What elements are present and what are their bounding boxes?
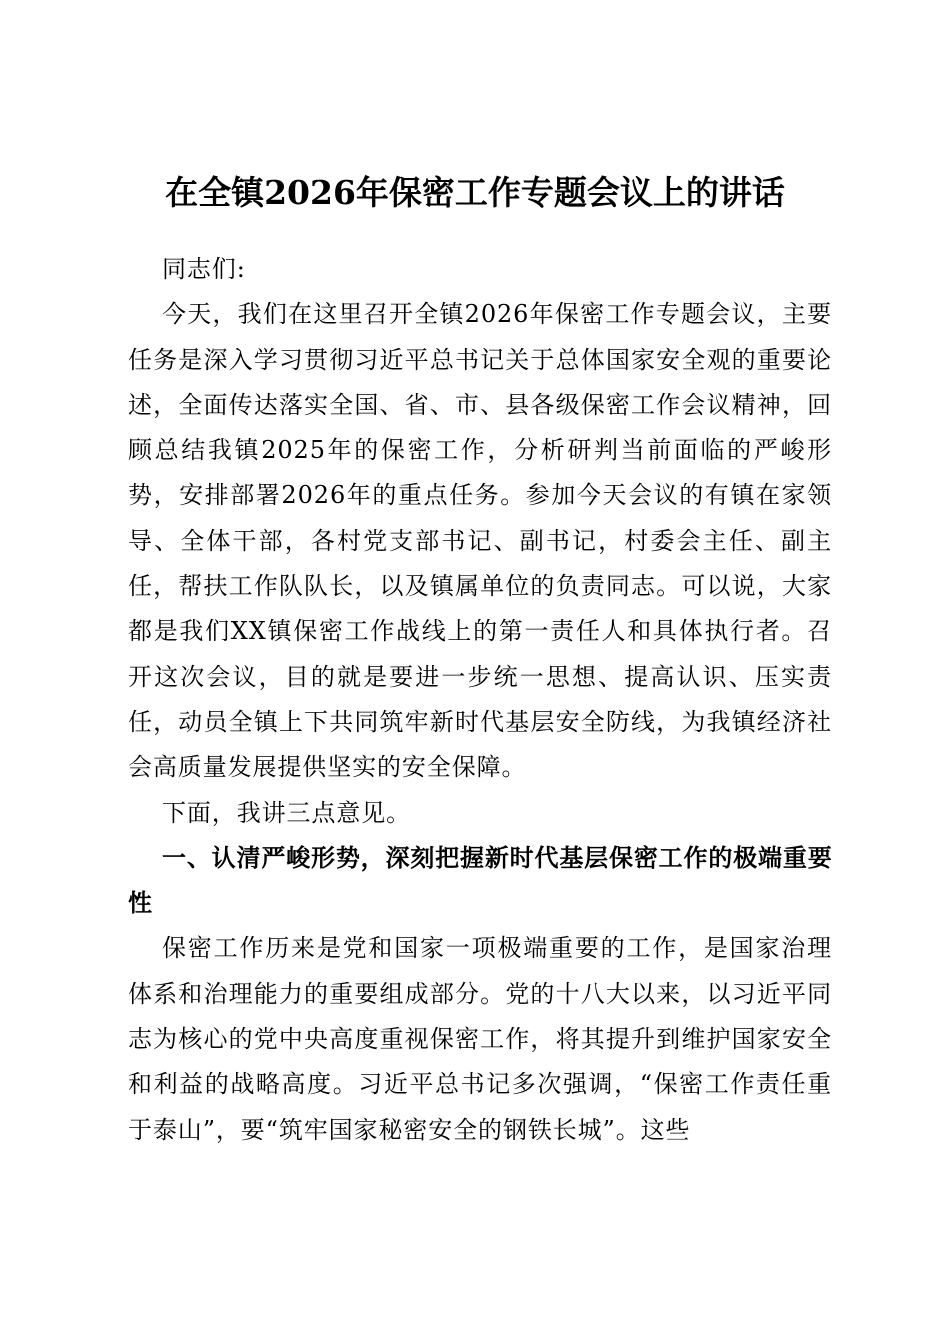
section-heading-1: 一、认清严峻形势，深刻把握新时代基层保密工作的极端重要性: [128, 843, 832, 918]
document-title: 在全镇2026年保密工作专题会议上的讲话: [165, 173, 785, 212]
salutation: 同志们:: [162, 255, 246, 283]
section-1-paragraph: 保密工作历来是党和国家一项极端重要的工作，是国家治理体系和治理能力的重要组成部分。党的十八大以来，以习近平同志为核心的党中央高度重视保密工作，将其提升到维护国家安全和利益的战略高度。习近平总书记多次强调，“保密工作责任重于泰山”，要“筑牢国家秘密安全的钢铁长城”。这些: [128, 934, 832, 1144]
document-body: [128, 247, 832, 1153]
transition-paragraph: 下面，我讲三点意见。: [162, 798, 411, 827]
intro-paragraph: 今天，我们在这里召开全镇2026年保密工作专题会议，主要任务是深入学习贯彻习近平总书记关于总体国家安全观的重要论述，全面传达落实全国、省、市、县各级保密工作会议精神，回顾总结我镇2025年的保密工作，分析研判当前面临的严峻形势，安排部署2026年的重点任务。参加今天会议的有镇在家领导、全体干部，各村党支部书记、副书记，村委会主任、副主任，帮扶工作队队长，以及镇属单位的负责同志。可以说，大家都是我们XX镇保密工作战线上的第一责任人和具体执行者。召开这次会议，目的就是要进一步统一思想、提高认识、压实责任，动员全镇上下共同筑牢新时代基层安全防线，为我镇经济社会高质量发展提供坚实的安全保障。: [128, 300, 832, 782]
